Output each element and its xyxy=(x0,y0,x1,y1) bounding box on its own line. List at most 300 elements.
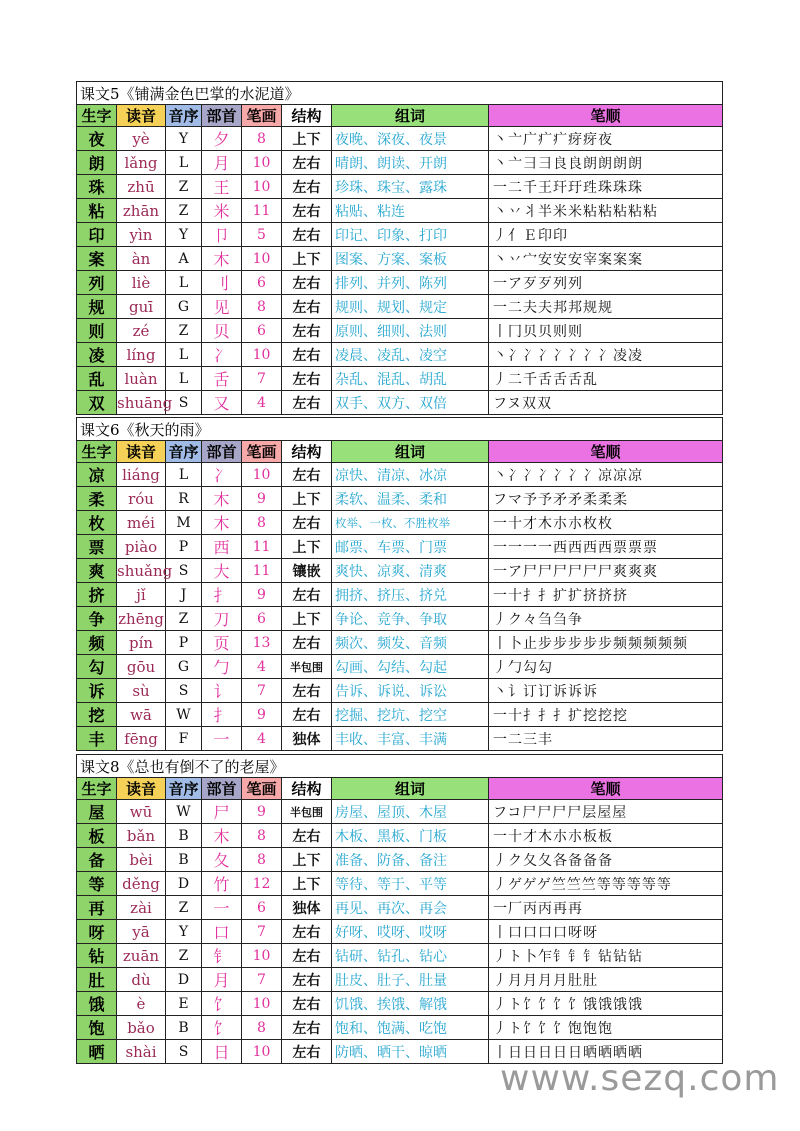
stroke-order-cell: 丶亠彐彐良良朗朗朗朗 xyxy=(489,151,723,175)
structure-cell: 左右 xyxy=(282,463,332,487)
header-order: 音序 xyxy=(166,778,202,800)
pinyin-cell: piào xyxy=(117,535,166,559)
table-row xyxy=(77,727,723,751)
words-cell: 双手、双方、双倍 xyxy=(332,391,489,415)
structure-cell: 左右 xyxy=(282,1040,332,1064)
strokes-cell: 10 xyxy=(242,992,282,1016)
radical-cell: 饣 xyxy=(202,992,242,1016)
pinyin-cell: è xyxy=(117,992,166,1016)
char-cell: 柔 xyxy=(77,487,117,511)
radical-cell: 一 xyxy=(202,896,242,920)
char-cell: 枚 xyxy=(77,511,117,535)
stroke-order-cell: 一一一一西西西西票票票 xyxy=(489,535,723,559)
radical-cell: 木 xyxy=(202,511,242,535)
header-strokes: 笔画 xyxy=(242,441,282,463)
radical-cell: 勹 xyxy=(202,655,242,679)
structure-cell: 独体 xyxy=(282,727,332,751)
radical-cell: 饣 xyxy=(202,1016,242,1040)
pinyin-cell: gōu xyxy=(117,655,166,679)
radical-cell: 卩 xyxy=(202,223,242,247)
stroke-order-cell: 一厂丙丙再再 xyxy=(489,896,723,920)
words-cell: 肚皮、肚子、肚量 xyxy=(332,968,489,992)
header-stroke-order: 笔顺 xyxy=(489,778,723,800)
stroke-order-cell: 丨卜止步步步步步频频频频频 xyxy=(489,631,723,655)
radical-cell: 刀 xyxy=(202,607,242,631)
radical-cell: 扌 xyxy=(202,583,242,607)
radical-cell: 王 xyxy=(202,175,242,199)
radical-cell: 扌 xyxy=(202,703,242,727)
structure-cell: 左右 xyxy=(282,944,332,968)
stroke-order-cell: 一十才木朩朩枚枚 xyxy=(489,511,723,535)
radical-cell: 木 xyxy=(202,247,242,271)
stroke-order-cell: 丿勹勾勾 xyxy=(489,655,723,679)
strokes-cell: 9 xyxy=(242,703,282,727)
header-words: 组词 xyxy=(332,105,489,127)
strokes-cell: 4 xyxy=(242,391,282,415)
pinyin-cell: zuān xyxy=(117,944,166,968)
order-cell: B xyxy=(166,824,202,848)
table-row xyxy=(77,824,723,848)
char-cell: 粘 xyxy=(77,199,117,223)
pinyin-cell: guī xyxy=(117,295,166,319)
radical-cell: 钅 xyxy=(202,944,242,968)
order-cell: G xyxy=(166,295,202,319)
order-cell: P xyxy=(166,631,202,655)
table-row xyxy=(77,343,723,367)
structure-cell: 半包围 xyxy=(282,800,332,824)
char-cell: 呀 xyxy=(77,920,117,944)
stroke-order-cell: 一二千王玕玗珄珠珠珠 xyxy=(489,175,723,199)
words-cell: 丰收、丰富、丰满 xyxy=(332,727,489,751)
pinyin-cell: zài xyxy=(117,896,166,920)
table-row xyxy=(77,247,723,271)
pinyin-cell: yè xyxy=(117,127,166,151)
char-cell: 饿 xyxy=(77,992,117,1016)
words-cell: 印记、印象、打印 xyxy=(332,223,489,247)
structure-cell: 左右 xyxy=(282,223,332,247)
strokes-cell: 8 xyxy=(242,511,282,535)
strokes-cell: 10 xyxy=(242,343,282,367)
stroke-order-cell: 丶讠订订诉诉诉 xyxy=(489,679,723,703)
strokes-cell: 7 xyxy=(242,920,282,944)
pinyin-cell: wū xyxy=(117,800,166,824)
words-cell: 挖掘、挖坑、挖空 xyxy=(332,703,489,727)
radical-cell: 夕 xyxy=(202,127,242,151)
char-cell: 丰 xyxy=(77,727,117,751)
structure-cell: 左右 xyxy=(282,703,332,727)
words-cell: 木板、黑板、门板 xyxy=(332,824,489,848)
structure-cell: 左右 xyxy=(282,295,332,319)
radical-cell: 讠 xyxy=(202,679,242,703)
words-cell: 频次、频发、音频 xyxy=(332,631,489,655)
char-cell: 屋 xyxy=(77,800,117,824)
radical-cell: 冫 xyxy=(202,343,242,367)
radical-cell: 木 xyxy=(202,824,242,848)
table-row xyxy=(77,463,723,487)
pinyin-cell: pín xyxy=(117,631,166,655)
radical-cell: 贝 xyxy=(202,319,242,343)
table-row xyxy=(77,703,723,727)
stroke-order-cell: 丿ト饣饣饣饣饿饿饿饿 xyxy=(489,992,723,1016)
table-row xyxy=(77,920,723,944)
stroke-order-cell: 一ア歹歹列列 xyxy=(489,271,723,295)
strokes-cell: 10 xyxy=(242,463,282,487)
radical-cell: 页 xyxy=(202,631,242,655)
character-table xyxy=(76,754,723,1064)
table-row xyxy=(77,199,723,223)
table-row xyxy=(77,1016,723,1040)
header-strokes: 笔画 xyxy=(242,778,282,800)
pinyin-cell: yìn xyxy=(117,223,166,247)
table-row xyxy=(77,800,723,824)
radical-cell: 口 xyxy=(202,920,242,944)
strokes-cell: 10 xyxy=(242,1040,282,1064)
stroke-order-cell: 丶丷宀安安安宰案案案 xyxy=(489,247,723,271)
stroke-order-cell: フマ予予矛矛柔柔柔 xyxy=(489,487,723,511)
pinyin-cell: róu xyxy=(117,487,166,511)
table-row xyxy=(77,631,723,655)
char-cell: 勾 xyxy=(77,655,117,679)
order-cell: W xyxy=(166,703,202,727)
structure-cell: 左右 xyxy=(282,679,332,703)
watermark: www.sezq.com xyxy=(500,1058,780,1099)
pinyin-cell: zhān xyxy=(117,199,166,223)
stroke-order-cell: 丶冫冫冫冫冫冫凉凉凉 xyxy=(489,463,723,487)
order-cell: D xyxy=(166,872,202,896)
stroke-order-cell: 一二三丰 xyxy=(489,727,723,751)
radical-cell: 一 xyxy=(202,727,242,751)
structure-cell: 上下 xyxy=(282,247,332,271)
char-cell: 印 xyxy=(77,223,117,247)
radical-cell: 又 xyxy=(202,391,242,415)
table-row xyxy=(77,175,723,199)
header-structure: 结构 xyxy=(282,441,332,463)
strokes-cell: 11 xyxy=(242,199,282,223)
strokes-cell: 6 xyxy=(242,607,282,631)
order-cell: S xyxy=(166,1040,202,1064)
char-cell: 等 xyxy=(77,872,117,896)
char-cell: 板 xyxy=(77,824,117,848)
strokes-cell: 11 xyxy=(242,559,282,583)
radical-cell: 见 xyxy=(202,295,242,319)
table-row xyxy=(77,896,723,920)
table-row xyxy=(77,968,723,992)
structure-cell: 左右 xyxy=(282,511,332,535)
strokes-cell: 5 xyxy=(242,223,282,247)
order-cell: Z xyxy=(166,896,202,920)
char-cell: 备 xyxy=(77,848,117,872)
radical-cell: 竹 xyxy=(202,872,242,896)
structure-cell: 上下 xyxy=(282,872,332,896)
table-row xyxy=(77,319,723,343)
strokes-cell: 9 xyxy=(242,487,282,511)
stroke-order-cell: 一ア尸尸尸尸尸尸爽爽爽 xyxy=(489,559,723,583)
radical-cell: 大 xyxy=(202,559,242,583)
structure-cell: 上下 xyxy=(282,607,332,631)
header-order: 音序 xyxy=(166,105,202,127)
order-cell: D xyxy=(166,968,202,992)
pinyin-cell: àn xyxy=(117,247,166,271)
pinyin-cell: zé xyxy=(117,319,166,343)
header-stroke-order: 笔顺 xyxy=(489,105,723,127)
structure-cell: 左右 xyxy=(282,1016,332,1040)
words-cell: 粘贴、粘连 xyxy=(332,199,489,223)
strokes-cell: 9 xyxy=(242,800,282,824)
table-row xyxy=(77,487,723,511)
structure-cell: 左右 xyxy=(282,391,332,415)
pinyin-cell: fēng xyxy=(117,727,166,751)
words-cell: 告诉、诉说、诉讼 xyxy=(332,679,489,703)
char-cell: 凌 xyxy=(77,343,117,367)
words-cell: 凌晨、凌乱、凌空 xyxy=(332,343,489,367)
pinyin-cell: bǎn xyxy=(117,824,166,848)
pinyin-cell: lǎng xyxy=(117,151,166,175)
structure-cell: 左右 xyxy=(282,175,332,199)
table-row xyxy=(77,295,723,319)
table-row xyxy=(77,271,723,295)
pinyin-cell: jǐ xyxy=(117,583,166,607)
table-row xyxy=(77,511,723,535)
radical-cell: 米 xyxy=(202,199,242,223)
table-row xyxy=(77,391,723,415)
char-cell: 晒 xyxy=(77,1040,117,1064)
words-cell: 饥饿、挨饿、解饿 xyxy=(332,992,489,1016)
strokes-cell: 9 xyxy=(242,583,282,607)
words-cell: 规则、规划、规定 xyxy=(332,295,489,319)
char-cell: 诉 xyxy=(77,679,117,703)
structure-cell: 左右 xyxy=(282,199,332,223)
table-row xyxy=(77,944,723,968)
table-row xyxy=(77,679,723,703)
order-cell: F xyxy=(166,727,202,751)
strokes-cell: 4 xyxy=(242,727,282,751)
words-cell: 好呀、哎呀、哎呀 xyxy=(332,920,489,944)
stroke-order-cell: 丿ク々刍刍争 xyxy=(489,607,723,631)
radical-cell: 木 xyxy=(202,487,242,511)
table-row xyxy=(77,127,723,151)
char-cell: 则 xyxy=(77,319,117,343)
structure-cell: 左右 xyxy=(282,631,332,655)
words-cell: 柔软、温柔、柔和 xyxy=(332,487,489,511)
order-cell: Z xyxy=(166,607,202,631)
strokes-cell: 6 xyxy=(242,896,282,920)
header-structure: 结构 xyxy=(282,778,332,800)
strokes-cell: 10 xyxy=(242,247,282,271)
order-cell: R xyxy=(166,487,202,511)
lesson-title: 课文8《总也有倒不了的老屋》 xyxy=(77,755,723,778)
radical-cell: 刂 xyxy=(202,271,242,295)
order-cell: L xyxy=(166,367,202,391)
words-cell: 邮票、车票、门票 xyxy=(332,535,489,559)
stroke-order-cell: 一十扌扌扩扩挤挤挤 xyxy=(489,583,723,607)
pinyin-cell: dù xyxy=(117,968,166,992)
words-cell: 再见、再次、再会 xyxy=(332,896,489,920)
radical-cell: 月 xyxy=(202,151,242,175)
order-cell: L xyxy=(166,151,202,175)
structure-cell: 左右 xyxy=(282,319,332,343)
order-cell: S xyxy=(166,391,202,415)
pinyin-cell: liè xyxy=(117,271,166,295)
radical-cell: 日 xyxy=(202,1040,242,1064)
table-row xyxy=(77,655,723,679)
words-cell: 晴朗、朗读、开朗 xyxy=(332,151,489,175)
pinyin-cell: liáng xyxy=(117,463,166,487)
structure-cell: 左右 xyxy=(282,824,332,848)
words-cell: 钻研、钻孔、钻心 xyxy=(332,944,489,968)
pinyin-cell: luàn xyxy=(117,367,166,391)
lesson-block-8 xyxy=(76,754,722,1064)
header-char: 生字 xyxy=(77,105,117,127)
pinyin-cell: zhū xyxy=(117,175,166,199)
lesson-title: 课文5《铺满金色巴掌的水泥道》 xyxy=(77,82,723,105)
stroke-order-cell: 丿亻Ｅ印印 xyxy=(489,223,723,247)
order-cell: B xyxy=(166,1016,202,1040)
strokes-cell: 6 xyxy=(242,271,282,295)
strokes-cell: 7 xyxy=(242,367,282,391)
order-cell: S xyxy=(166,679,202,703)
char-cell: 列 xyxy=(77,271,117,295)
stroke-order-cell: 丿ト卜乍钅钅钅钻钻钻 xyxy=(489,944,723,968)
table-row xyxy=(77,992,723,1016)
table-row xyxy=(77,583,723,607)
radical-cell: 月 xyxy=(202,968,242,992)
header-stroke-order: 笔顺 xyxy=(489,441,723,463)
table-row xyxy=(77,872,723,896)
table-row xyxy=(77,223,723,247)
header-pinyin: 读音 xyxy=(117,441,166,463)
words-cell: 杂乱、混乱、胡乱 xyxy=(332,367,489,391)
char-cell: 肚 xyxy=(77,968,117,992)
strokes-cell: 10 xyxy=(242,175,282,199)
header-words: 组词 xyxy=(332,778,489,800)
structure-cell: 上下 xyxy=(282,535,332,559)
order-cell: G xyxy=(166,655,202,679)
table-row xyxy=(77,559,723,583)
structure-cell: 上下 xyxy=(282,487,332,511)
table-row xyxy=(77,607,723,631)
stroke-order-cell: 丿ト饣饣饣饱饱饱 xyxy=(489,1016,723,1040)
words-cell: 等待、等于、平等 xyxy=(332,872,489,896)
radical-cell: 夂 xyxy=(202,848,242,872)
char-cell: 夜 xyxy=(77,127,117,151)
structure-cell: 左右 xyxy=(282,151,332,175)
pinyin-cell: sù xyxy=(117,679,166,703)
table-row xyxy=(77,367,723,391)
header-pinyin: 读音 xyxy=(117,778,166,800)
order-cell: Z xyxy=(166,199,202,223)
pinyin-cell: shuāng xyxy=(117,391,166,415)
words-cell: 排列、并列、陈列 xyxy=(332,271,489,295)
pinyin-cell: děng xyxy=(117,872,166,896)
char-cell: 挖 xyxy=(77,703,117,727)
header-radical: 部首 xyxy=(202,441,242,463)
pinyin-cell: yā xyxy=(117,920,166,944)
structure-cell: 左右 xyxy=(282,583,332,607)
char-cell: 争 xyxy=(77,607,117,631)
words-cell: 图案、方案、案板 xyxy=(332,247,489,271)
order-cell: Y xyxy=(166,223,202,247)
pinyin-cell: líng xyxy=(117,343,166,367)
structure-cell: 独体 xyxy=(282,896,332,920)
structure-cell: 半包围 xyxy=(282,655,332,679)
order-cell: Y xyxy=(166,127,202,151)
strokes-cell: 11 xyxy=(242,535,282,559)
pinyin-cell: bèi xyxy=(117,848,166,872)
order-cell: L xyxy=(166,271,202,295)
stroke-order-cell: 一十扌扌扌扩挖挖挖 xyxy=(489,703,723,727)
stroke-order-cell: 一二夫夫邦邦规规 xyxy=(489,295,723,319)
header-char: 生字 xyxy=(77,441,117,463)
stroke-order-cell: 丶亠广疒疒疨疨夜 xyxy=(489,127,723,151)
char-cell: 朗 xyxy=(77,151,117,175)
char-cell: 挤 xyxy=(77,583,117,607)
stroke-order-cell: 丿ゲゲゲ竺竺竺等等等等等 xyxy=(489,872,723,896)
stroke-order-cell: 丿ク夂夂各备备备 xyxy=(489,848,723,872)
strokes-cell: 8 xyxy=(242,295,282,319)
stroke-order-cell: 丶丷丬半米米粘粘粘粘粘 xyxy=(489,199,723,223)
order-cell: B xyxy=(166,848,202,872)
table-row xyxy=(77,848,723,872)
character-table xyxy=(76,81,723,415)
strokes-cell: 8 xyxy=(242,1016,282,1040)
stroke-order-cell: 丨冂贝贝则则 xyxy=(489,319,723,343)
structure-cell: 上下 xyxy=(282,127,332,151)
order-cell: S xyxy=(166,559,202,583)
words-cell: 准备、防备、备注 xyxy=(332,848,489,872)
order-cell: Z xyxy=(166,944,202,968)
char-cell: 饱 xyxy=(77,1016,117,1040)
stroke-order-cell: 丨日日日日日晒晒晒晒 xyxy=(489,1040,723,1064)
stroke-order-cell: 丿月月月月肚肚 xyxy=(489,968,723,992)
order-cell: P xyxy=(166,535,202,559)
char-cell: 频 xyxy=(77,631,117,655)
pinyin-cell: zhēng xyxy=(117,607,166,631)
char-cell: 再 xyxy=(77,896,117,920)
char-cell: 钻 xyxy=(77,944,117,968)
order-cell: W xyxy=(166,800,202,824)
char-cell: 票 xyxy=(77,535,117,559)
order-cell: L xyxy=(166,343,202,367)
stroke-order-cell: 丨口口口口呀呀 xyxy=(489,920,723,944)
pinyin-cell: wā xyxy=(117,703,166,727)
header-radical: 部首 xyxy=(202,105,242,127)
lesson-title: 课文6《秋天的雨》 xyxy=(77,418,723,441)
header-radical: 部首 xyxy=(202,778,242,800)
strokes-cell: 13 xyxy=(242,631,282,655)
lesson-block-5 xyxy=(76,81,722,415)
stroke-order-cell: 丿二千舌舌舌乱 xyxy=(489,367,723,391)
order-cell: Z xyxy=(166,175,202,199)
pinyin-cell: méi xyxy=(117,511,166,535)
char-cell: 凉 xyxy=(77,463,117,487)
strokes-cell: 8 xyxy=(242,848,282,872)
radical-cell: 尸 xyxy=(202,800,242,824)
words-cell: 饱和、饱满、吃饱 xyxy=(332,1016,489,1040)
char-cell: 案 xyxy=(77,247,117,271)
words-cell: 争论、竞争、争取 xyxy=(332,607,489,631)
char-cell: 珠 xyxy=(77,175,117,199)
strokes-cell: 10 xyxy=(242,151,282,175)
header-pinyin: 读音 xyxy=(117,105,166,127)
words-cell: 原则、细则、法则 xyxy=(332,319,489,343)
table-row xyxy=(77,151,723,175)
header-structure: 结构 xyxy=(282,105,332,127)
header-char: 生字 xyxy=(77,778,117,800)
order-cell: Z xyxy=(166,319,202,343)
lesson-block-6 xyxy=(76,417,722,751)
char-cell: 乱 xyxy=(77,367,117,391)
order-cell: E xyxy=(166,992,202,1016)
